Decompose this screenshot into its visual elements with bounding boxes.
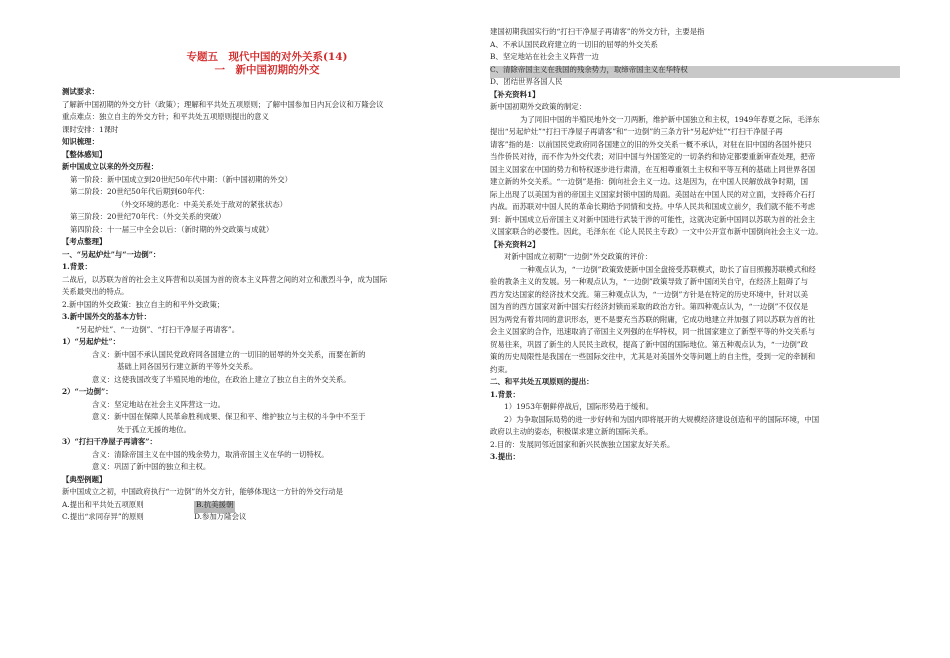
text-line: 2）为争取国际局势的进一步好转和为国内即将展开的大规模经济建设创造和平的国际环境，中国 — [504, 414, 820, 424]
text-line: 2.目的：发展同邻近国家和新兴民族独立国家友好关系。 — [490, 439, 675, 449]
text-line: 【考点整理】 — [62, 237, 107, 246]
text-line: 国为首的西方国家对新中国实行经济封锁而采取的政治方针。第四种观点认为，“一边倒”不仅仅是 — [490, 302, 808, 311]
option-text: A.提出和平共处五项原则 — [62, 499, 144, 509]
text-line: “另起炉灶”、“一边倒”、“打扫干净屋子再请客”。 — [76, 324, 240, 334]
text-line: 内战。而苏联对中国人民的革命长期给予同情和支持。中华人民共和国成立前夕，我们就不能不考虑 — [490, 202, 816, 211]
text-line: 新中国成立以来的外交历程： — [62, 162, 159, 171]
text-line: 1.背景： — [490, 389, 520, 399]
text-line: 【整体感知】 — [62, 149, 107, 159]
text-line: 二战后，以苏联为首的社会主义阵营和以美国为首的资本主义阵营之间的对立和激烈斗争，成为国际 — [62, 274, 388, 284]
option-row — [62, 513, 472, 526]
page-subtitle: 一 新中国初期的外交 — [214, 64, 320, 76]
text-line: 1）1953年朝鲜停战后，国际形势趋于缓和。 — [504, 402, 654, 411]
text-line: 重点难点：独立自主的外交方针；和平共处五项原则提出的意义 — [62, 112, 269, 121]
text-line: 关系最突出的特点。 — [62, 287, 129, 296]
text-line: 请客”指的是：以前国民党政府同各国建立的旧的外交关系一概不承认，对驻在旧中国的各国外使只 — [490, 139, 812, 149]
text-line: D、团结世界各国人民 — [490, 77, 563, 86]
text-line: 义国家联合的必要性。因此，毛泽东在《论人民民主专政》一文中公开宣布新中国倒向社会主义一边。 — [490, 227, 823, 236]
text-line: 意义：巩固了新中国的独立和主权。 — [92, 462, 211, 471]
text-line: （外交环境的恶化：中美关系处于敌对的紧张状态） — [117, 199, 287, 209]
text-line: 约束。 — [490, 364, 513, 374]
text-line: 1）“另起炉灶”： — [62, 337, 120, 346]
text-line: 3.提出： — [490, 452, 520, 461]
text-line: 提出“另起炉灶”“打扫干净屋子再请客”和“一边倒”的三条方针“另起炉灶”“打扫干净屋子再 — [490, 127, 783, 136]
text-line: 了解新中国初期的外交方针（政策）；理解和平共处五项原则；了解中国参加日内瓦会议和万隆会议 — [62, 99, 384, 109]
text-line: 新中国成立之初，中国政府执行“一边倒”的外交方针，能够体现这一方针的外交行动是 — [62, 487, 344, 496]
text-line: 新中国初期外交政策的制定： — [490, 102, 587, 111]
text-line: 第三阶段：20世纪70年代：（外交关系的突破） — [70, 212, 226, 221]
text-line: 为了同旧中国的半殖民地外交一刀两断，维护新中国独立和主权，1949年春夏之际，毛泽东 — [520, 114, 820, 124]
page-title: 专题五 现代中国的对外关系(14) — [186, 51, 348, 63]
text-line: 一种观点认为，“一边倒”政策致使新中国全盘接受苏联模式，助长了盲目照搬苏联模式和经 — [520, 264, 816, 274]
text-line: 意义：这使我国改变了半殖民地的地位，在政治上建立了独立自主的外交关系。 — [92, 374, 351, 384]
text-line: 3）“打扫干净屋子再请客”： — [62, 437, 157, 446]
text-line: 2）“一边倒”： — [62, 387, 113, 396]
text-line: 政府以主动的姿态，积极谋求建立新的国际关系。 — [490, 427, 653, 436]
text-line: B、坚定地站在社会主义阵营一边 — [490, 52, 599, 61]
text-line: 3.新中国外交的基本方针： — [62, 312, 152, 321]
text-line: 因为两党有着共同的意识形态，更不是要充当苏联的附庸，它成功地建立并加强了同以苏联为首的社 — [490, 314, 816, 324]
text-line: 含义：坚定地站在社会主义阵营这一边。 — [92, 399, 226, 409]
text-line: 第二阶段：20世纪50年代后期到60年代： — [70, 187, 210, 196]
text-line: 二、和平共处五项原则的提出： — [490, 377, 594, 386]
text-line: 2.新中国的外交政策：独立自主的和平外交政策； — [62, 299, 225, 309]
text-line: 验的教条主义的发展。另一种观点认为，“一边倒”政策导致了新中国闭关自守，在经济上阻碍了与 — [490, 277, 808, 286]
left-column — [62, 52, 472, 526]
text-line: 对新中国成立初期“一边倒”外交政策的评价： — [504, 252, 652, 261]
text-line: 会主义国家的合作，迅速取消了帝国主义列强的在华特权，同一批国家建立了新型平等的外交关系与 — [490, 327, 816, 336]
option-text: B.抗美援朝 — [194, 501, 235, 514]
text-line: 一、“另起炉灶”与“一边倒”： — [62, 249, 161, 259]
text-line: 当作侨民对待，而不作为外交代表；对旧中国与外国签定的一切条约和协定都要重新审查处理，把帝 — [490, 152, 816, 161]
text-line: 【补充资料1】 — [490, 89, 540, 99]
text-line: 贸易往来，巩固了新生的人民民主政权，提高了新中国的国际地位。第五种观点认为，“一边倒”政 — [490, 339, 808, 349]
text-line: 策的历史局限性是我国在一些国际交往中，尤其是对美国外交等问题上的自主性，受到一定的牵制和 — [490, 352, 816, 361]
text-line: 第一阶段：新中国成立到20世纪50年代中期：（新中国初期的外交） — [70, 174, 293, 184]
text-line: 含义：新中国不承认国民党政府同各国建立的一切旧的屈辱的外交关系，而要在新的 — [92, 349, 366, 359]
text-line: 处于孤立无援的地位。 — [117, 424, 191, 434]
text-line: 【补充资料2】 — [490, 239, 540, 249]
text-line: 含义：清除帝国主义在中国的残余势力，取消帝国主义在华的一切特权。 — [92, 449, 329, 459]
text-line: 第四阶段：十一届三中全会以后：（新时期的外交政策与成就） — [70, 224, 274, 234]
text-line: A、不承认国民政府建立的一切旧的屈辱的外交关系 — [490, 39, 658, 49]
text-line: 西方发达国家的经济技术交流。第三种观点认为，“一边倒”方针是在特定的历史环境中，针对以美 — [490, 289, 808, 299]
text-line: 国主义国家在中国的势力和特权逐步进行肃清，在互相尊重领土主权和平等互利的基础上同世界各国 — [490, 164, 816, 174]
text-line: 测试要求： — [62, 87, 99, 96]
text-line: 建国初期我国实行的“打扫干净屋子再请客”的外交方针，主要是指 — [490, 27, 705, 36]
text-line: 1.背景： — [62, 262, 92, 271]
right-column — [490, 28, 900, 466]
option-text: C.提出“求同存异”的原则 — [62, 512, 144, 521]
text-line: C、清除帝国主义在我国的残余势力，取缔帝国主义在华特权 — [490, 66, 900, 79]
text-line: 到：新中国成立后帝国主义对新中国进行武装干涉的可能性，这就决定新中国同以苏联为首的社会主 — [490, 214, 816, 224]
text-line: 知识梳理： — [62, 137, 99, 146]
text-line: 际上出现了以美国为首的帝国主义国家封锁中国的局面。美国站在中国人民的对立面，支持蒋介石打 — [490, 189, 816, 199]
text-line: 【典型例题】 — [62, 474, 107, 484]
option-text: D.参加万隆会议 — [194, 512, 247, 521]
text-line: 建立新的外交关系。“一边倒”是指：倒向社会主义一边。这是因为，在中国人民解放战争时期，国 — [490, 177, 808, 186]
text-line: 基础上同各国另行建立新的平等外交关系。 — [117, 362, 258, 371]
text-line: 意义：新中国在保障人民革命胜利成果、保卫和平、维护独立与主权的斗争中不至于 — [92, 412, 366, 421]
text-line: 课时安排：1课时 — [62, 124, 119, 134]
